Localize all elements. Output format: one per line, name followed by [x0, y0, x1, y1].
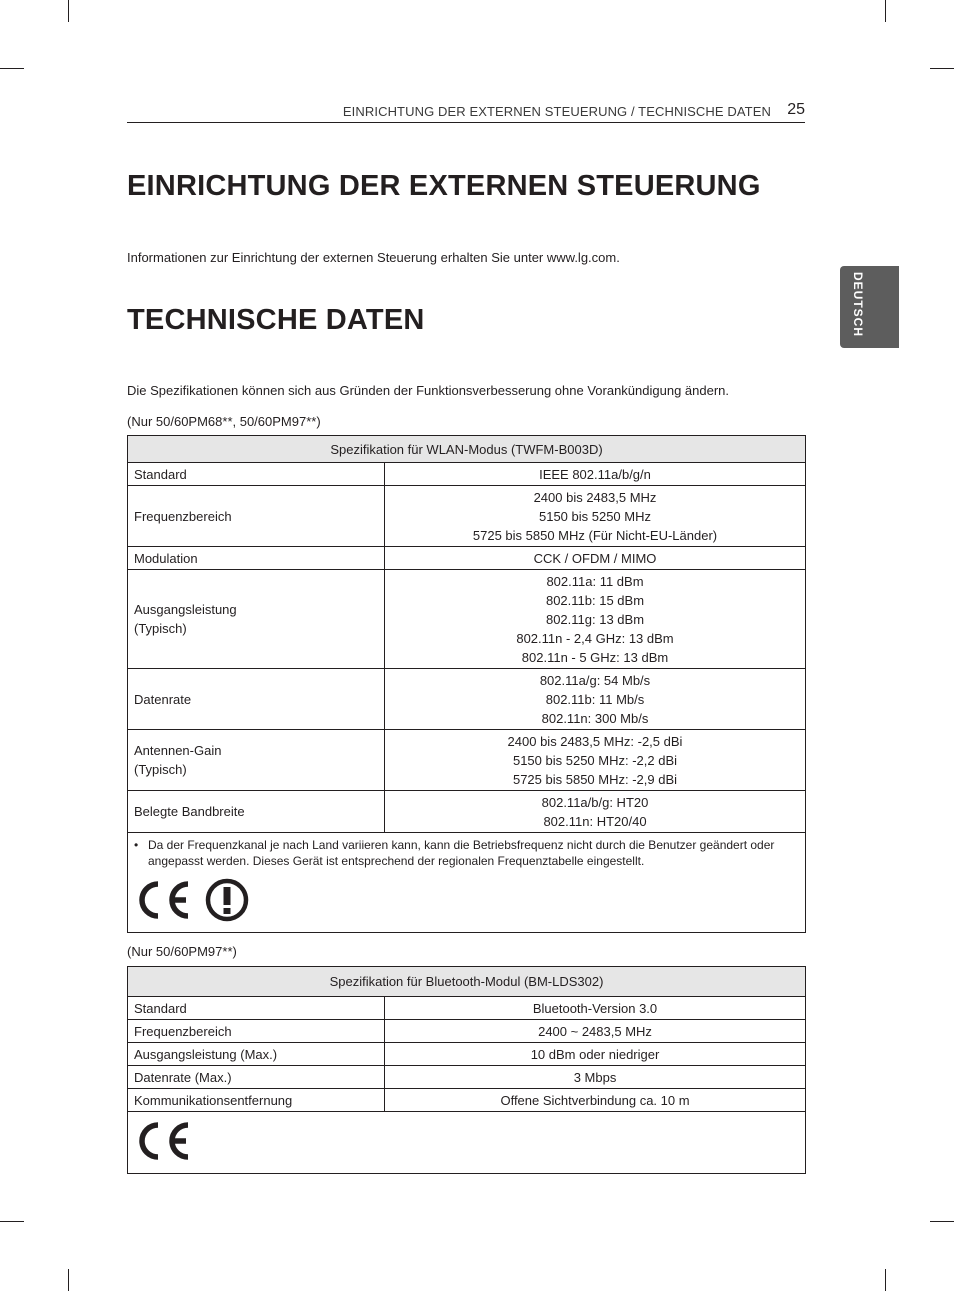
row-label: Ausgangsleistung (Typisch): [128, 570, 385, 669]
row-value: 802.11a/g: 54 Mb/s 802.11b: 11 Mb/s 802.11n: 300 Mb/s: [385, 669, 806, 730]
row-value: 2400 bis 2483,5 MHz: -2,5 dBi 5150 bis 5250 MHz: -2,2 dBi 5725 bis 5850 MHz: -2,9 dBi: [385, 730, 806, 791]
row-label: Ausgangsleistung (Max.): [128, 1043, 385, 1066]
table-row: [128, 547, 806, 570]
table-row: [128, 1066, 806, 1089]
header-divider: [127, 122, 805, 123]
table-row: [128, 1020, 806, 1043]
row-label: Belegte Bandbreite: [128, 791, 385, 833]
table-row: [128, 997, 806, 1020]
wlan-table-header: Spezifikation für WLAN-Modus (TWFM-B003D): [128, 436, 806, 463]
crop-mark: [930, 68, 954, 69]
row-value: 802.11a: 11 dBm 802.11b: 15 dBm 802.11g: 13 dBm 802.11n - 2,4 GHz: 13 dBm 802.11n - 5 GHz: 13 dBm: [385, 570, 806, 669]
row-value: 10 dBm oder niedriger: [385, 1043, 806, 1066]
bullet-icon: •: [134, 838, 139, 852]
crop-mark: [0, 1221, 24, 1222]
external-control-text: Informationen zur Einrichtung der externen Steuerung erhalten Sie unter www.lg.com.: [127, 250, 620, 265]
row-label: Datenrate (Max.): [128, 1066, 385, 1089]
row-value: CCK / OFDM / MIMO: [385, 547, 806, 570]
page-number: 25: [787, 101, 805, 118]
table-row: [128, 791, 806, 833]
crop-mark: [68, 1269, 69, 1291]
row-label: Standard: [128, 997, 385, 1020]
bluetooth-spec-table: [127, 966, 806, 1174]
language-tab: [840, 266, 899, 348]
row-label: Standard: [128, 463, 385, 486]
table-row: [128, 669, 806, 730]
row-value: Offene Sichtverbindung ca. 10 m: [385, 1089, 806, 1112]
table-row: [128, 1089, 806, 1112]
row-label: Modulation: [128, 547, 385, 570]
row-value: 2400 bis 2483,5 MHz 5150 bis 5250 MHz 5725 bis 5850 MHz (Für Nicht-EU-Länder): [385, 486, 806, 547]
row-label: Datenrate: [128, 669, 385, 730]
ce-mark-icon: [134, 879, 194, 921]
specs-heading: TECHNISCHE DATEN: [127, 304, 425, 336]
bluetooth-table-header: Spezifikation für Bluetooth-Modul (BM-LDS302): [128, 967, 806, 997]
row-label: Frequenzbereich: [128, 486, 385, 547]
row-label: Antennen-Gain (Typisch): [128, 730, 385, 791]
wlan-model-note: (Nur 50/60PM68**, 50/60PM97**): [127, 414, 321, 429]
external-control-heading: EINRICHTUNG DER EXTERNEN STEUERUNG: [127, 170, 761, 202]
wlan-note-text: Da der Frequenzkanal je nach Land variieren kann, kann die Betriebsfrequenz nicht durch die Benutzer geändert oder angepasst werden. Dieses Gerät ist entsprechend der regionalen Frequenztabelle eingestellt.: [148, 838, 775, 868]
table-row: [128, 1112, 806, 1174]
row-value: 802.11a/b/g: HT20 802.11n: HT20/40: [385, 791, 806, 833]
table-row: [128, 570, 806, 669]
ce-mark-icon: [134, 1120, 194, 1162]
table-row: [128, 833, 806, 933]
table-row: [128, 1043, 806, 1066]
table-row: [128, 463, 806, 486]
alert-mark-icon: [204, 877, 252, 923]
specs-intro: Die Spezifikationen können sich aus Gründen der Funktionsverbesserung ohne Vorankündigung ändern.: [127, 383, 730, 398]
crop-mark: [930, 1221, 954, 1222]
wlan-note-cell: [128, 833, 806, 933]
bluetooth-marks-cell: [128, 1112, 806, 1174]
wlan-note: [134, 837, 797, 869]
row-label: Kommunikationsentfernung: [128, 1089, 385, 1112]
wlan-spec-table: [127, 435, 806, 933]
crop-mark: [885, 1269, 886, 1291]
language-tab-label: DEUTSCH: [851, 272, 865, 338]
wlan-certification-marks: [134, 877, 797, 923]
row-value: 3 Mbps: [385, 1066, 806, 1089]
row-value: IEEE 802.11a/b/g/n: [385, 463, 806, 486]
crop-mark: [0, 68, 24, 69]
crop-mark: [68, 0, 69, 22]
bluetooth-model-note: (Nur 50/60PM97**): [127, 944, 237, 959]
running-title: EINRICHTUNG DER EXTERNEN STEUERUNG / TECHNISCHE DATEN: [342, 104, 771, 119]
crop-mark: [885, 0, 886, 22]
row-label: Frequenzbereich: [128, 1020, 385, 1043]
row-value: Bluetooth-Version 3.0: [385, 997, 806, 1020]
table-row: [128, 730, 806, 791]
table-row: [128, 486, 806, 547]
row-value: 2400 ~ 2483,5 MHz: [385, 1020, 806, 1043]
